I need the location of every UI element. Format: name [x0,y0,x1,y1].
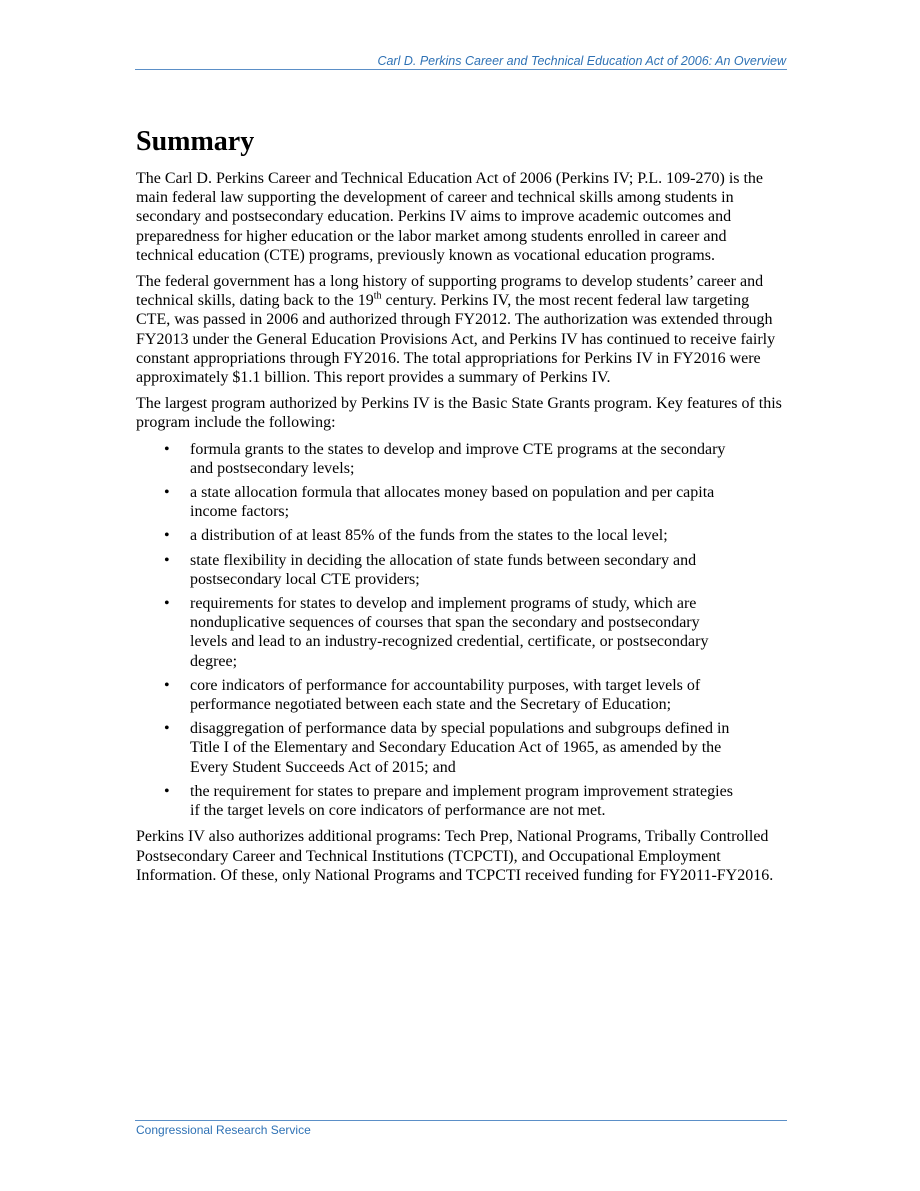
footer-divider [135,1120,787,1121]
list-item [136,676,736,714]
summary-paragraph-2 [136,272,787,387]
list-item [136,594,736,671]
bullet-icon: • [164,551,170,569]
list-item [136,551,736,589]
bullet-icon: • [164,676,170,694]
list-item-text: the requirement for states to prepare and implement program improvement strategies if the target levels on core indicators of performance are not met. [190,782,733,820]
bullet-icon: • [164,720,170,738]
page-body [136,124,787,892]
list-item [136,526,736,545]
list-item [136,719,736,777]
list-item-text: disaggregation of performance data by special populations and subgroups defined in Title I of the Elementary and Secondary Education Act of 1965, as amended by the Every Student Succeeds Act of 2015; and [190,720,730,776]
page-title: Summary [136,126,255,157]
paragraph-2-text-end: century. Perkins IV, the most recent federal law targeting CTE, was passed in 2006 and authorized through FY2012. The authorization was extended through FY2013 under the General Education Provisions Act, and Perkins IV has continued to receive fairly constant appropriations through FY2016. The total appropriations for Perkins IV in FY2016 were approximately $1.1 billion. This report provides a summary of Perkins IV. [136,292,776,387]
ordinal-superscript: th [373,290,382,302]
key-features-list [136,440,787,821]
list-item [136,440,736,478]
list-item-text: state flexibility in deciding the allocation of state funds between secondary and postsecondary local CTE providers; [190,551,697,588]
list-item-text: core indicators of performance for accountability purposes, with target levels of performance negotiated between each state and the Secretary of Education; [190,676,701,714]
list-item [136,782,736,820]
list-item [136,483,736,521]
summary-paragraph-3: The largest program authorized by Perkins IV is the Basic State Grants program. Key features of this program include the following: [136,395,782,432]
list-item-text: a state allocation formula that allocates money based on population and per capita income factors; [190,484,715,521]
summary-paragraph-1: The Carl D. Perkins Career and Technical Education Act of 2006 (Perkins IV; P.L. 109-270) is the main federal law supporting the development of career and technical skills among students in secondary and postsecondary education. Perkins IV aims to improve academic outcomes and preparedness for higher education or the labor market among students enrolled in career and technical education (CTE) programs, previously known as vocational education programs. [136,170,764,264]
bullet-icon: • [164,782,170,800]
list-item-text: formula grants to the states to develop and improve CTE programs at the secondary and postsecondary levels; [190,440,726,477]
summary-paragraph-4: Perkins IV also authorizes additional programs: Tech Prep, National Programs, Tribally Controlled Postsecondary Career and Technical Institutions (TCPCTI), and Occupational Employment Information. Of these, only National Programs and TCPCTI received funding for FY2011-FY2016. [136,828,774,884]
header-divider [135,69,787,70]
footer-publisher: Congressional Research Service [136,1123,311,1137]
list-item-text: a distribution of at least 85% of the funds from the states to the local level; [190,527,668,545]
bullet-icon: • [164,484,170,502]
bullet-icon: • [164,595,170,613]
paragraph-2-text-start: The federal government has a long history of supporting programs to develop students’ career and technical skills, dating back to the 19 [136,273,764,310]
bullet-icon: • [164,527,170,545]
list-item-text: requirements for states to develop and implement programs of study, which are nonduplicative sequences of courses that span the secondary and postsecondary levels and lead to an industry-recognized credential, certificate, or postsecondary degree; [190,595,709,670]
bullet-icon: • [164,440,170,458]
running-header-title: Carl D. Perkins Career and Technical Education Act of 2006: An Overview [377,54,786,68]
